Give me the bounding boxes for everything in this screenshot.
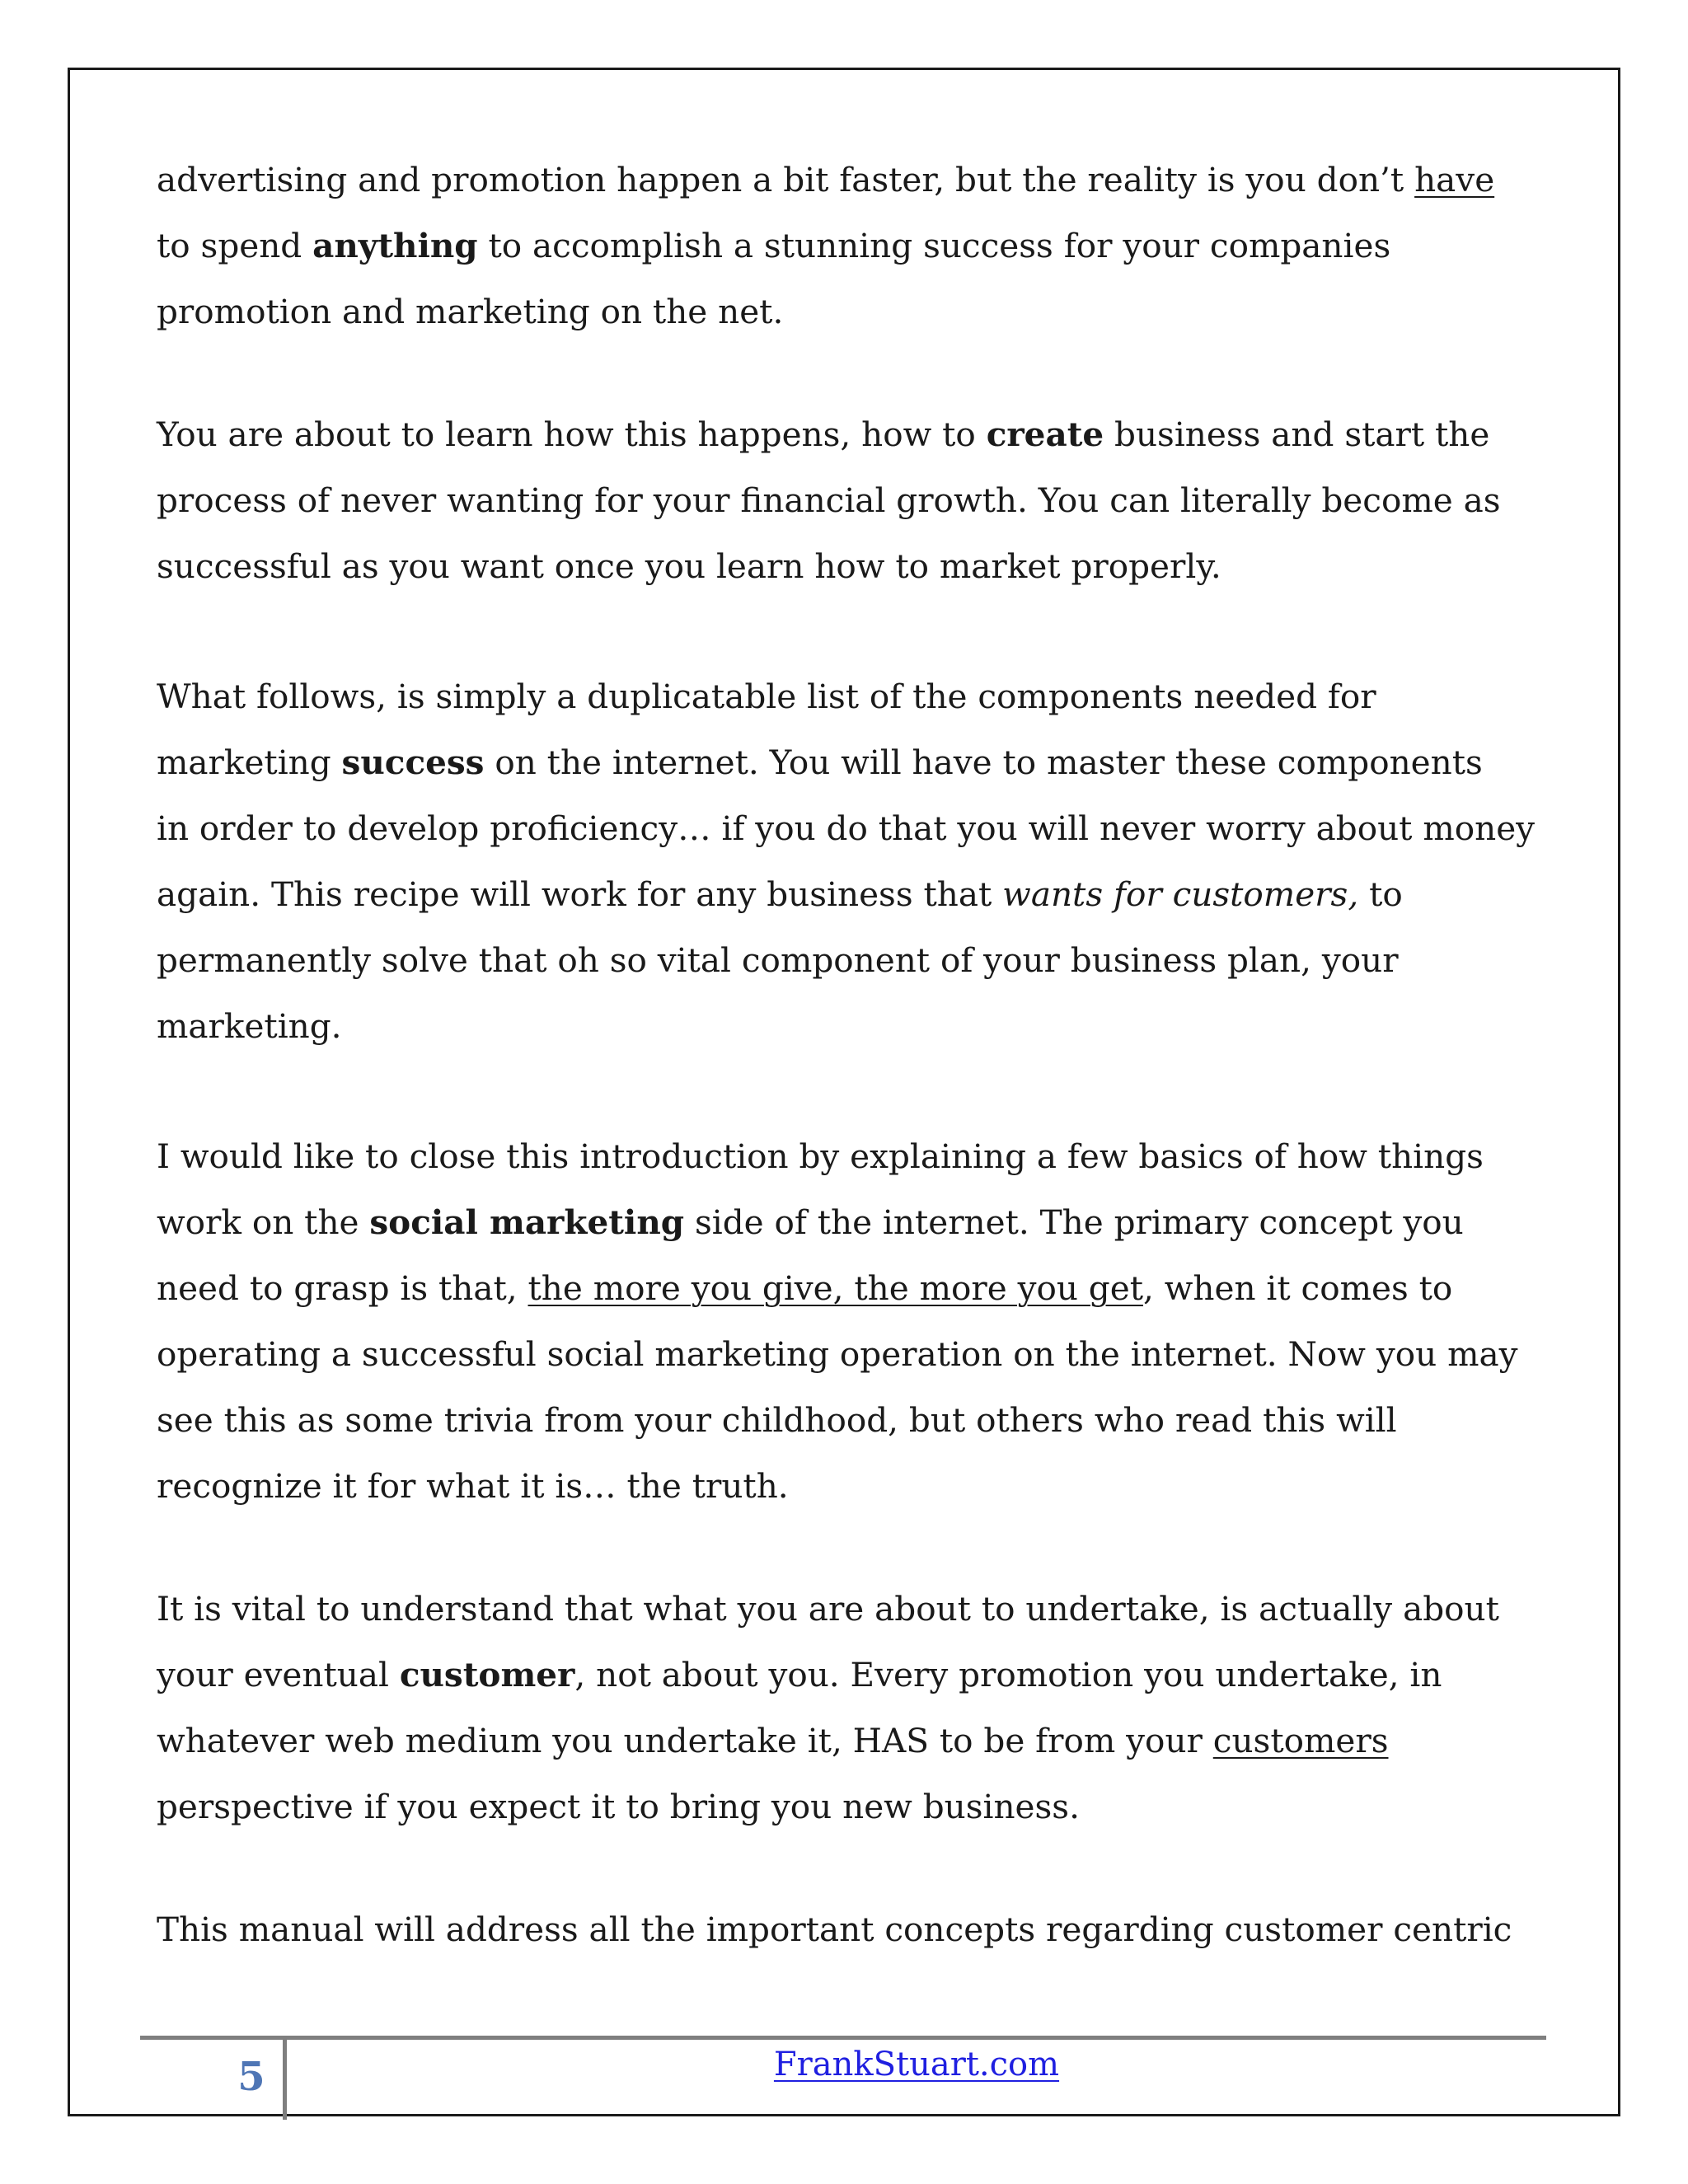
text-line — [157, 1387, 1558, 1453]
text-line — [157, 1255, 1558, 1321]
emphasis-bold: success — [341, 743, 485, 782]
emphasis-bold: create — [986, 415, 1104, 454]
paragraph — [157, 1123, 1558, 1519]
emphasis-underline: the more you give, the more you get — [528, 1268, 1143, 1308]
emphasis-underline: customers — [1212, 1721, 1389, 1760]
emphasis-underline: have — [1414, 160, 1495, 199]
paragraph — [157, 147, 1558, 344]
text-line — [157, 663, 1558, 729]
text-run: need to grasp is that, — [157, 1268, 528, 1308]
paragraph-gap — [157, 599, 1558, 663]
body-text — [157, 147, 1558, 1962]
text-run: on the internet. You will have to master these components — [484, 743, 1483, 782]
emphasis-bold: anything — [312, 226, 478, 265]
text-run: marketing — [157, 743, 342, 782]
text-run: your eventual — [157, 1655, 400, 1694]
text-run: What follows, is simply a duplicatable list of the components needed for — [157, 677, 1376, 716]
text-line — [157, 1321, 1558, 1387]
text-run: , when it comes to — [1142, 1268, 1453, 1308]
text-run: operating a successful social marketing operation on the internet. Now you may — [157, 1334, 1518, 1374]
text-run: I would like to close this introduction by explaining a few basics of how things — [157, 1137, 1484, 1176]
text-run: see this as some trivia from your childhood, but others who read this will — [157, 1400, 1397, 1440]
text-line — [157, 729, 1558, 795]
paragraph — [157, 663, 1558, 1059]
paragraph — [157, 401, 1558, 599]
paragraph-gap — [157, 1840, 1558, 1896]
emphasis-bold: customer — [399, 1655, 575, 1694]
text-run: process of never wanting for your financial growth. You can literally become as — [157, 480, 1501, 520]
emphasis-italic: wants for customers, — [1002, 874, 1359, 914]
text-run: perspective if you expect it to bring you new business. — [157, 1787, 1080, 1826]
text-line — [157, 213, 1558, 279]
text-line — [157, 1189, 1558, 1255]
paragraph-gap — [157, 1059, 1558, 1123]
text-run: to spend — [157, 226, 313, 265]
text-line — [157, 401, 1558, 467]
text-run: marketing. — [157, 1006, 342, 1046]
text-run: successful as you want once you learn how to market properly. — [157, 546, 1221, 586]
text-run: side of the internet. The primary concept you — [684, 1202, 1464, 1242]
text-line — [157, 533, 1558, 599]
text-run: You are about to learn how this happens, how to — [157, 415, 987, 454]
text-line — [157, 147, 1558, 213]
text-line — [157, 279, 1558, 344]
text-run: advertising and promotion happen a bit faster, but the reality is you don’t — [157, 160, 1415, 199]
text-run: promotion and marketing on the net. — [157, 292, 784, 331]
text-line — [157, 1123, 1558, 1189]
text-run: in order to develop proficiency… if you do that you will never worry about money — [157, 808, 1536, 848]
text-run: , not about you. Every promotion you undertake, in — [574, 1655, 1442, 1694]
text-line — [157, 1642, 1558, 1708]
paragraph — [157, 1896, 1558, 1962]
page-number: 5 — [237, 2054, 265, 2100]
paragraph — [157, 1576, 1558, 1840]
text-run: to — [1358, 874, 1403, 914]
text-run: It is vital to understand that what you are about to undertake, is actually about — [157, 1589, 1499, 1629]
footer — [287, 2036, 1546, 2093]
paragraph-gap — [157, 344, 1558, 401]
text-line — [157, 467, 1558, 533]
text-line — [157, 1774, 1558, 1840]
text-line — [157, 861, 1558, 927]
text-line — [157, 1896, 1558, 1962]
text-run: to accomplish a stunning success for your companies — [477, 226, 1391, 265]
text-line — [157, 993, 1558, 1059]
website-link[interactable]: FrankStuart.com — [773, 2046, 1060, 2083]
text-run: whatever web medium you undertake it, HAS to be from your — [157, 1721, 1213, 1760]
text-run: again. This recipe will work for any business that — [157, 874, 1003, 914]
text-run: work on the — [157, 1202, 370, 1242]
text-run: This manual will address all the important concepts regarding customer centric — [157, 1910, 1512, 1949]
text-line — [157, 1576, 1558, 1642]
text-run: business and start the — [1104, 415, 1490, 454]
text-run: recognize it for what it is… the truth. — [157, 1466, 789, 1506]
text-run: permanently solve that oh so vital component of your business plan, your — [157, 940, 1399, 980]
text-line — [157, 927, 1558, 993]
text-line — [157, 795, 1558, 861]
emphasis-bold: social marketing — [369, 1202, 685, 1242]
text-line — [157, 1708, 1558, 1774]
paragraph-gap — [157, 1519, 1558, 1576]
text-line — [157, 1453, 1558, 1519]
